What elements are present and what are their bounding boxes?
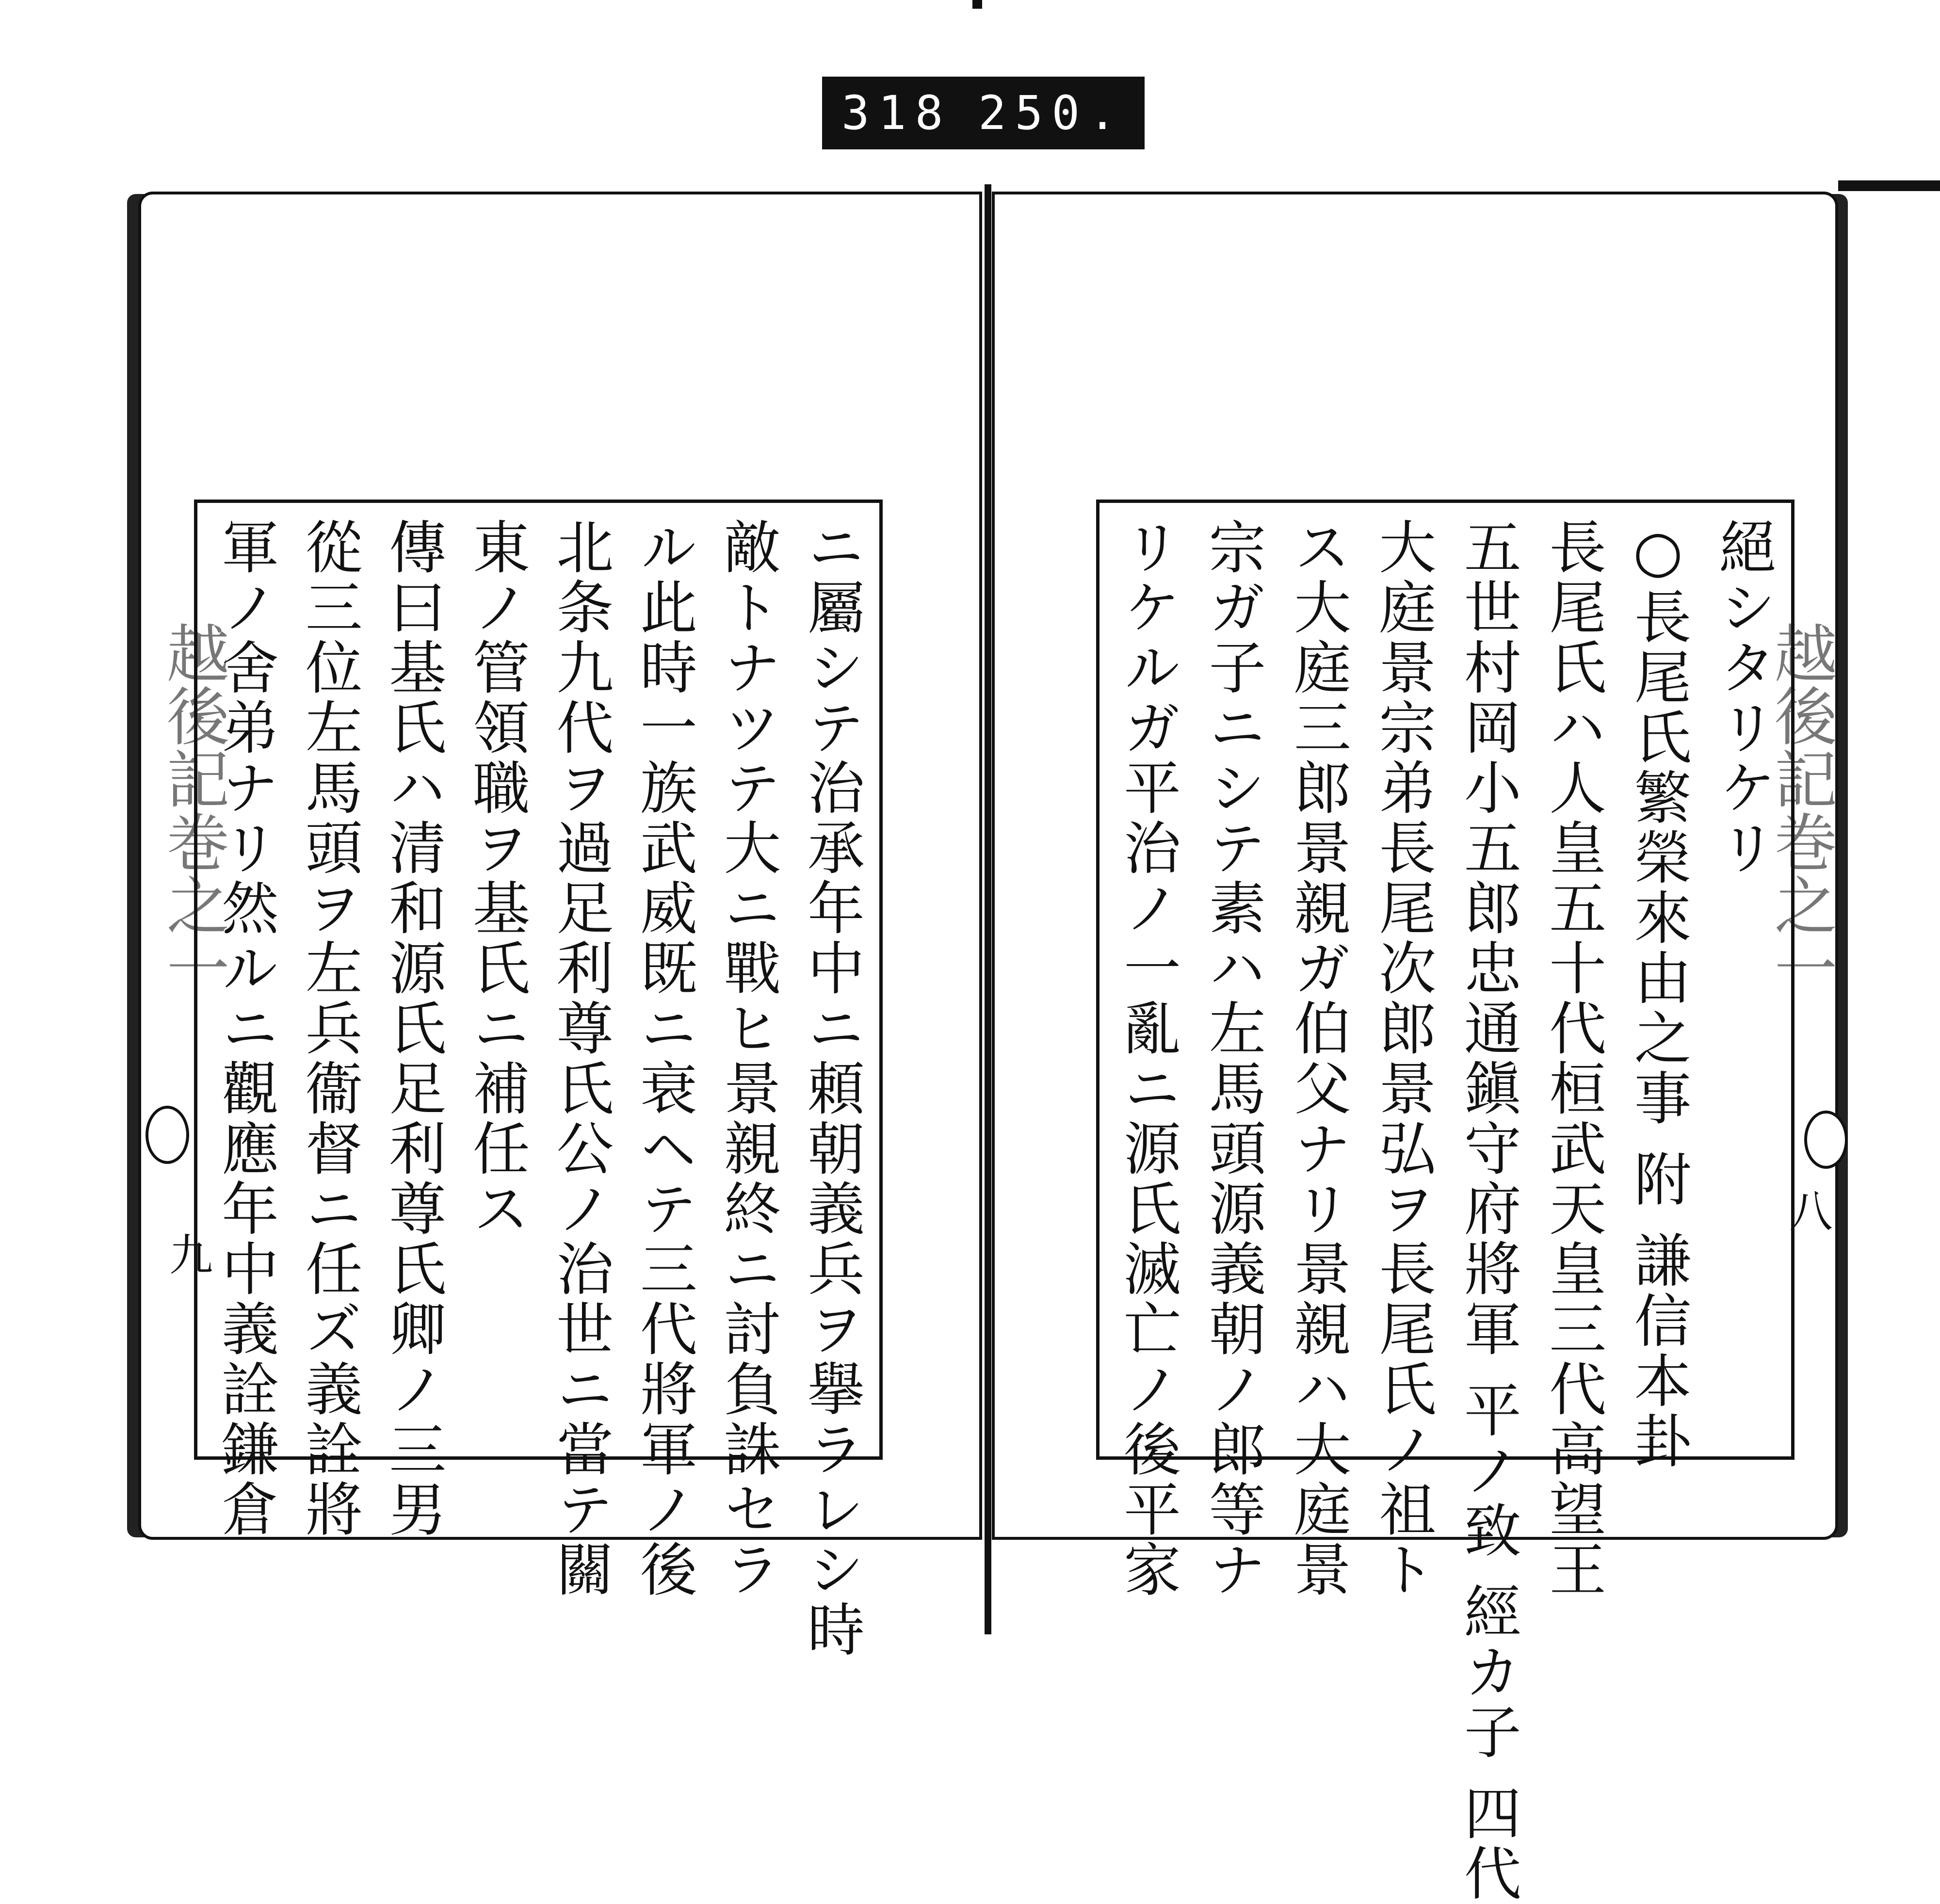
text-column: 北条九代ヲ過足利尊氏公ノ治世ニ當テ關 [547,517,614,1600]
text-column: 大庭景宗弟長尾次郎景弘ヲ長尾氏ノ祖ト [1369,517,1437,1600]
left-margin-title: 越後記巻之一 [156,621,230,999]
section-heading: ○長尾氏繁榮來由之事 附 謙信本卦 [1624,517,1692,1472]
text-column: 東ノ管領職ヲ基氏ニ補任ス [463,517,530,1239]
catalog-number-tag [822,77,1145,149]
text-column: 從三位左馬頭ヲ左兵衞督ニ任ズ義詮將 [295,517,363,1540]
right-folio-number: 八 [1781,1188,1832,1232]
left-folio-number: 九 [162,1232,212,1275]
right-text-block [1096,500,1794,1904]
center-gutter [985,184,991,1634]
text-column: ス大庭三郎景親ガ伯父ナリ景親ハ大庭景 [1284,517,1351,1600]
catalog-number-right: 250. [978,86,1125,140]
text-column: 敵トナツテ大ニ戰ヒ景親終ニ討負誅セラ [714,517,781,1600]
text-column: 絕シタリケリ [1709,517,1777,878]
right-margin-title: 越後記巻之一 [1764,621,1838,999]
text-column: 宗ガ子ニシテ素ハ左馬頭源義朝ノ郎等ナ [1199,517,1266,1600]
text-column: リケルガ平治ノ一亂ニ源氏滅亡ノ後平家 [1114,517,1181,1600]
left-text-block [194,500,883,1660]
text-column: 軍ノ舍弟ナリ然ルニ觀應年中義詮鎌倉 [212,517,279,1540]
scan-mark-top [972,0,982,9]
text-column: ニ屬シテ治承年中ニ頼朝義兵ヲ擧ラレシ時 [797,517,865,1660]
text-column: 長尾氏ハ人皇五十代桓武天皇三代高望王 [1539,517,1607,1600]
text-column: 傳曰基氏ハ清和源氏足利尊氏卿ノ三男 [379,517,447,1540]
catalog-number-left: 318 [841,86,952,140]
text-column: ル此時一族武威既ニ衰ヘテ三代將軍ノ後 [630,517,697,1600]
scan-edge-right [1838,180,1940,191]
text-column: 五世村岡小五郎忠通鎭守府將軍 平ノ致 經カ子 四代 [1454,517,1521,1904]
